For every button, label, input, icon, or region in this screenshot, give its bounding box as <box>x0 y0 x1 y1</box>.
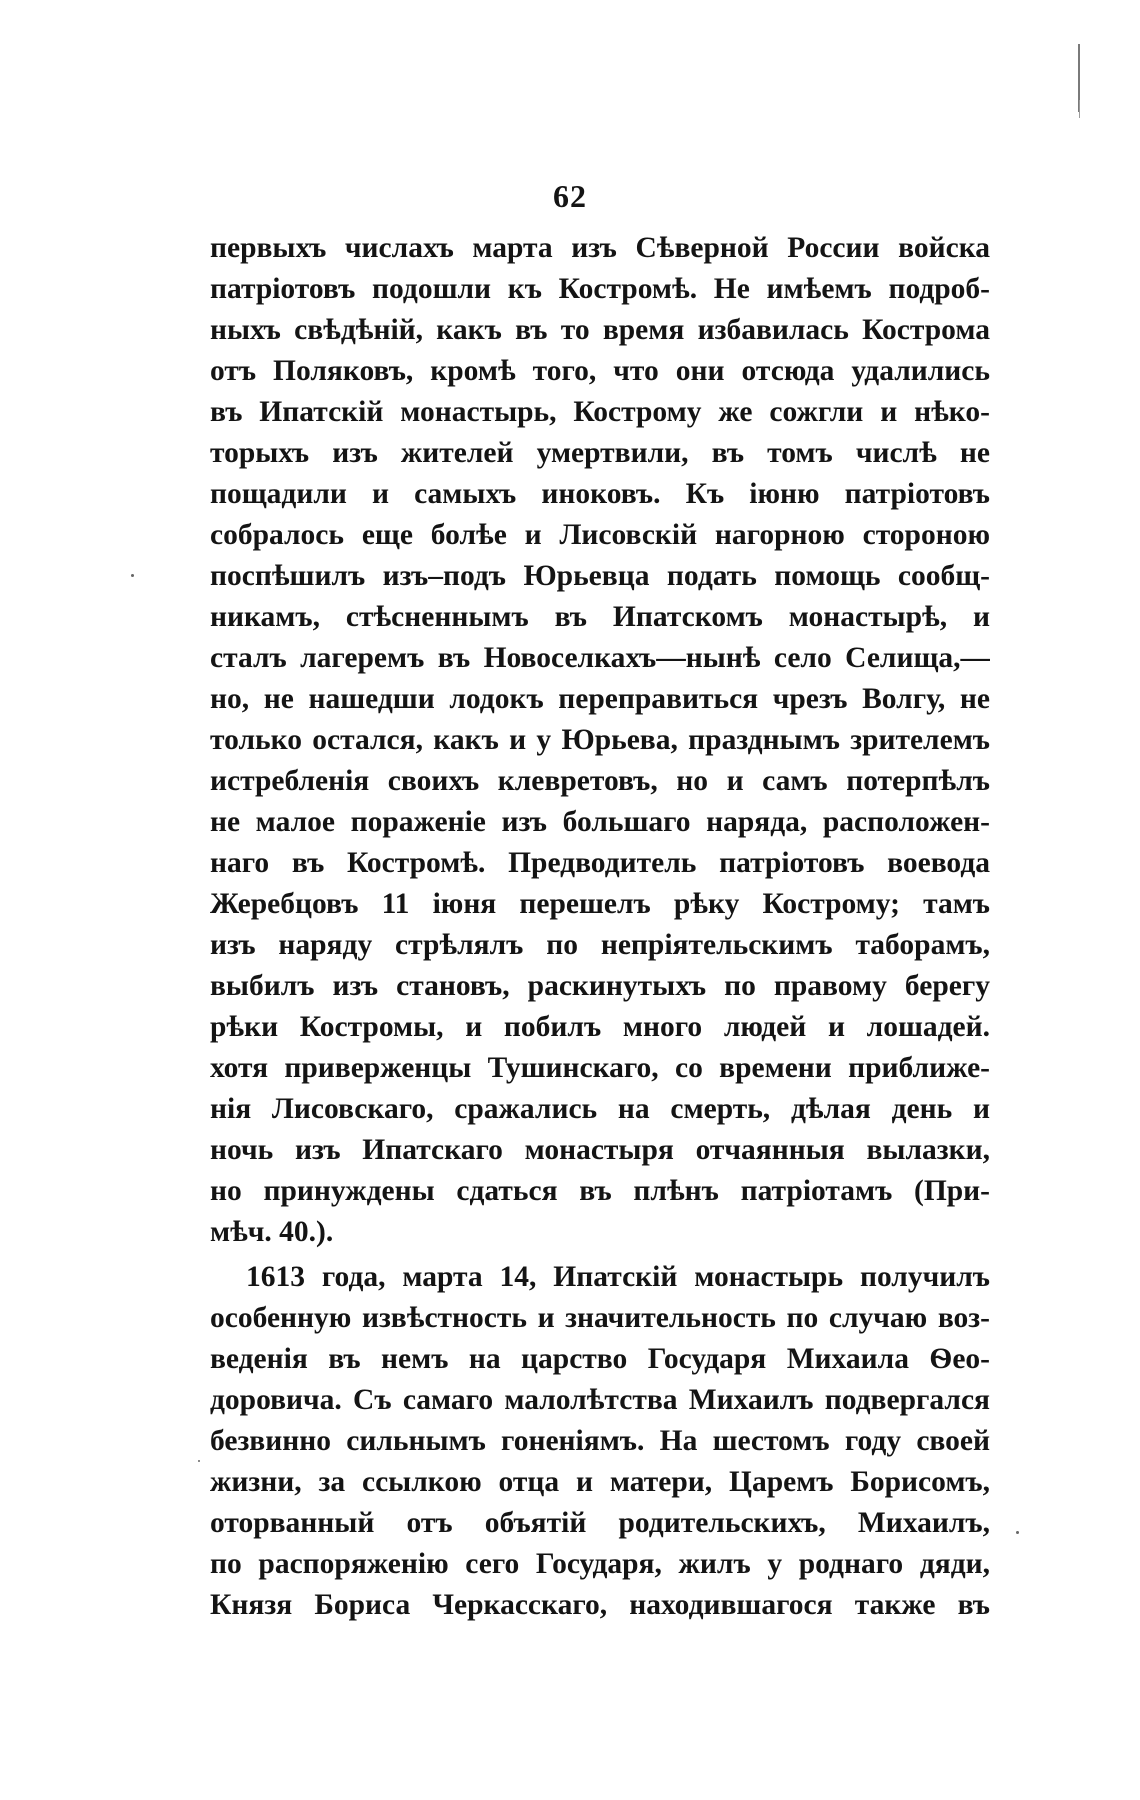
text-line: собралось еще болѣе и Лисовскій нагорною стороною <box>210 519 990 551</box>
text-line: доровича. Съ самаго малолѣтства Михаилъ подвергался <box>210 1384 990 1416</box>
paragraph <box>210 1257 990 1626</box>
text-line: но принуждены сдаться въ плѣнъ патріотамъ (При- <box>210 1175 990 1207</box>
text-line: ночь изъ Ипатскаго монастыря отчаянныя вылазки, <box>210 1134 990 1166</box>
text-line: но, не нашедши лодокъ переправиться чрезъ Волгу, не <box>210 683 990 715</box>
paragraph <box>210 228 990 1253</box>
text-line: хотя приверженцы Тушинскаго, со времени приближе- <box>210 1052 990 1084</box>
text-line: особенную извѣстность и значительность по случаю воз- <box>210 1302 990 1334</box>
text-line: по распоряженію сего Государя, жилъ у роднаго дяди, <box>210 1548 990 1580</box>
text-line: торыхъ изъ жителей умертвили, въ томъ числѣ не <box>210 437 990 469</box>
text-line: патріотовъ подошли къ Костромѣ. Не имѣемъ подроб- <box>210 273 990 305</box>
text-line: въ Ипатскій монастырь, Кострому же сожгли и нѣко- <box>210 396 990 428</box>
page-number: 62 <box>553 178 587 214</box>
text-line: Князя Бориса Черкасскаго, находившагося также въ <box>210 1589 990 1621</box>
scan-speck <box>1016 1531 1019 1534</box>
text-line: безвинно сильнымъ гоненіямъ. На шестомъ году своей <box>210 1425 990 1457</box>
text-line: поспѣшилъ изъ–подъ Юрьевца подать помощь сообщ- <box>210 560 990 592</box>
body-text <box>210 228 990 1626</box>
text-line: никамъ, стѣсненнымъ въ Ипатскомъ монастырѣ, и <box>210 601 990 633</box>
text-line: 1613 года, марта 14, Ипатскій монастырь получилъ <box>246 1261 990 1293</box>
text-line: сталъ лагеремъ въ Новоселкахъ—нынѣ село Селища,— <box>210 642 990 674</box>
text-line: только остался, какъ и у Юрьева, празднымъ зрителемъ <box>210 724 990 756</box>
text-line: изъ наряду стрѣлялъ по непріятельскимъ таборамъ, <box>210 929 990 961</box>
text-line: оторванный отъ объятій родительскихъ, Михаилъ, <box>210 1507 990 1539</box>
text-line: отъ Поляковъ, кромѣ того, что они отсюда удалились <box>210 355 990 387</box>
text-line: первыхъ числахъ марта изъ Сѣверной России войска <box>210 232 990 264</box>
text-line: выбилъ изъ становъ, раскинутыхъ по правому берегу <box>210 970 990 1002</box>
text-line: не малое пораженіе изъ большаго наряда, расположен- <box>210 806 990 838</box>
text-line: рѣки Костромы, и побилъ много людей и лошадей. <box>210 1011 990 1043</box>
text-line: мѣч. 40.). <box>210 1216 334 1248</box>
text-line: нія Лисовскаго, сражались на смерть, дѣлая день и <box>210 1093 990 1125</box>
text-line: Жеребцовъ 11 іюня перешелъ рѣку Кострому; тамъ <box>210 888 990 920</box>
scan-speck <box>131 574 134 577</box>
text-line: истребленія своихъ клевретовъ, но и самъ потерпѣлъ <box>210 765 990 797</box>
text-line: веденія въ немъ на царство Государя Михаила Ѳео- <box>210 1343 990 1375</box>
text-line: наго въ Костромѣ. Предводитель патріотовъ воевода <box>210 847 990 879</box>
text-line: жизни, за ссылкою отца и матери, Царемъ Борисомъ, <box>210 1466 990 1498</box>
text-line: пощадили и самыхъ иноковъ. Къ іюню патріотовъ <box>210 478 990 510</box>
scan-edge-mark-lower <box>1079 100 1080 118</box>
text-line: ныхъ свѣдѣній, какъ въ то время избавилась Кострома <box>210 314 990 346</box>
scan-speck <box>198 1460 200 1462</box>
